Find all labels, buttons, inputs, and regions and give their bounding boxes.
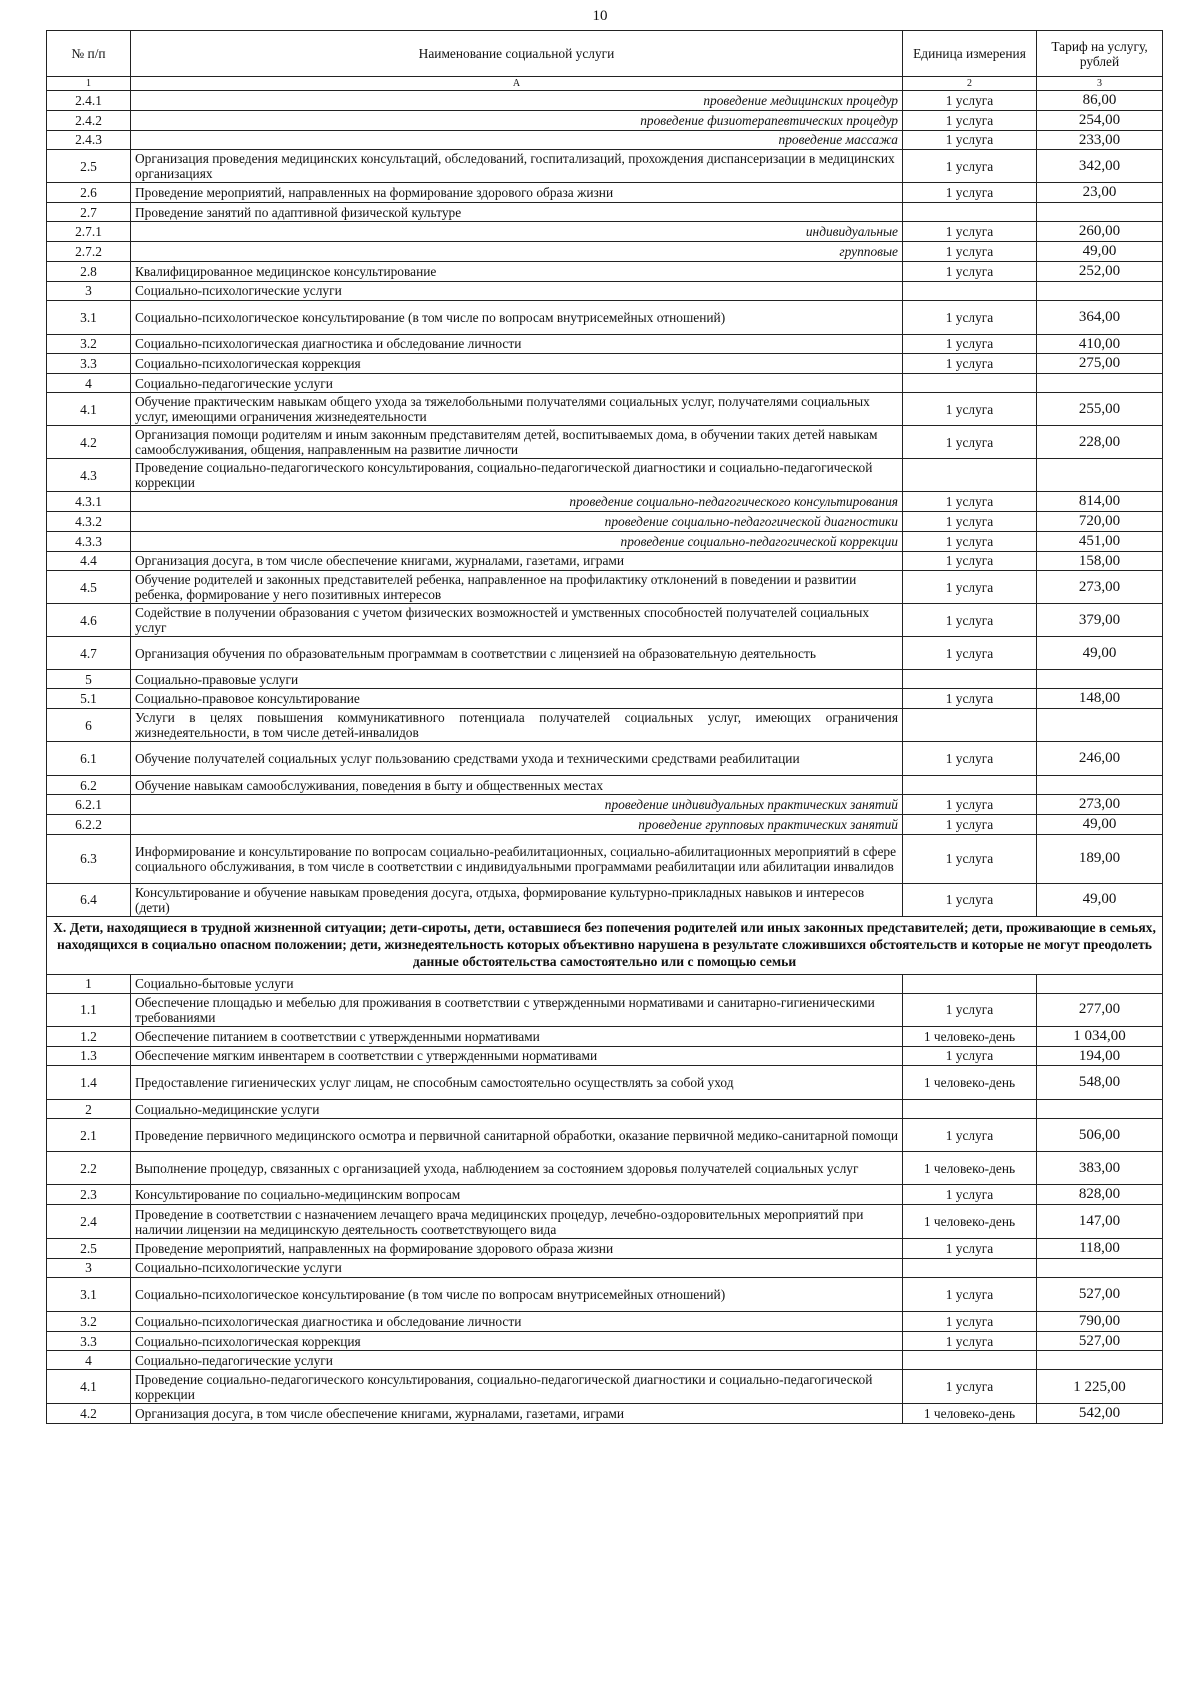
service-name: Проведение социально-педагогического консультирования, социально-педагогической диагностики и социально-педагогической коррекции [131, 1370, 903, 1404]
section-x-body [47, 916, 1163, 974]
service-name: Социально-психологическая коррекция [131, 354, 903, 374]
table-row [47, 222, 1163, 242]
unit-of-measure: 1 услуга [903, 742, 1037, 776]
row-number: 3.1 [47, 1277, 131, 1311]
row-number: 2.3 [47, 1185, 131, 1205]
tariff-value: 542,00 [1037, 1404, 1163, 1424]
row-number: 2.4.2 [47, 110, 131, 130]
row-number: 2.7.1 [47, 222, 131, 242]
table-body-part-b [47, 974, 1163, 1424]
row-number: 2.4 [47, 1205, 131, 1239]
table-row [47, 974, 1163, 993]
row-number: 6 [47, 709, 131, 742]
tariff-value: 148,00 [1037, 689, 1163, 709]
unit-of-measure [903, 974, 1037, 993]
table-row [47, 834, 1163, 883]
table-row [47, 604, 1163, 637]
unit-of-measure: 1 услуга [903, 814, 1037, 834]
unit-of-measure: 1 услуга [903, 1277, 1037, 1311]
tariff-value [1037, 670, 1163, 689]
row-number: 4.7 [47, 637, 131, 670]
service-name: проведение групповых практических занятий [131, 814, 903, 834]
tariff-value: 814,00 [1037, 492, 1163, 512]
table-header-index-row [47, 77, 1163, 91]
table-row [47, 300, 1163, 334]
unit-of-measure [903, 203, 1037, 222]
table-row [47, 709, 1163, 742]
unit-of-measure: 1 человеко-день [903, 1066, 1037, 1100]
tariff-value: 49,00 [1037, 637, 1163, 670]
row-number: 4 [47, 374, 131, 393]
row-number: 1 [47, 974, 131, 993]
tariff-value: 158,00 [1037, 551, 1163, 571]
unit-of-measure: 1 услуга [903, 300, 1037, 334]
unit-of-measure: 1 услуга [903, 150, 1037, 183]
tariff-value: 527,00 [1037, 1331, 1163, 1351]
service-name: Обучение навыкам самообслуживания, поведения в быту и общественных местах [131, 776, 903, 795]
service-name: Квалифицированное медицинское консультирование [131, 261, 903, 281]
unit-of-measure: 1 услуга [903, 110, 1037, 130]
row-number: 4.3.2 [47, 511, 131, 531]
tariff-value: 379,00 [1037, 604, 1163, 637]
unit-of-measure: 1 человеко-день [903, 1404, 1037, 1424]
row-number: 4.2 [47, 1404, 131, 1424]
table-row [47, 670, 1163, 689]
unit-of-measure: 1 услуга [903, 130, 1037, 150]
unit-of-measure: 1 человеко-день [903, 1026, 1037, 1046]
row-number: 2.6 [47, 183, 131, 203]
unit-of-measure: 1 услуга [903, 91, 1037, 111]
row-number: 2.8 [47, 261, 131, 281]
service-name: Проведение мероприятий, направленных на формирование здорового образа жизни [131, 1239, 903, 1259]
row-number: 4.3 [47, 459, 131, 492]
table-row [47, 1258, 1163, 1277]
tariff-value: 147,00 [1037, 1205, 1163, 1239]
tariff-value: 410,00 [1037, 334, 1163, 354]
service-name: Организация помощи родителям и иным законным представителям детей, воспитываемых дома, в обучении таких детей навыкам самообслуживания, общения, направленным на развитие личности [131, 426, 903, 459]
tariff-value: 189,00 [1037, 834, 1163, 883]
unit-of-measure: 1 услуга [903, 511, 1037, 531]
unit-of-measure: 1 человеко-день [903, 1205, 1037, 1239]
row-number: 5 [47, 670, 131, 689]
row-number: 1.2 [47, 1026, 131, 1046]
unit-of-measure: 1 услуга [903, 571, 1037, 604]
tariff-value: 1 034,00 [1037, 1026, 1163, 1046]
service-name: проведение индивидуальных практических занятий [131, 795, 903, 815]
service-name: проведение медицинских процедур [131, 91, 903, 111]
tariff-value: 277,00 [1037, 993, 1163, 1026]
header-num: № п/п [47, 31, 131, 77]
service-name: Проведение социально-педагогического консультирования, социально-педагогической диагностики и социально-педагогической коррекции [131, 459, 903, 492]
row-number: 4.4 [47, 551, 131, 571]
row-number: 4.3.3 [47, 531, 131, 551]
unit-of-measure: 1 услуга [903, 1185, 1037, 1205]
row-number: 4.6 [47, 604, 131, 637]
row-number: 3.2 [47, 334, 131, 354]
service-name: проведение социально-педагогической диагностики [131, 511, 903, 531]
table-row [47, 241, 1163, 261]
header-tariff: Тариф на услугу, рублей [1037, 31, 1163, 77]
service-name: Информирование и консультирование по вопросам социально-реабилитационных, социально-абилитационных мероприятий в сфере социального обслуживания, в том числе в соответствии с индивидуальными программами реабилитации или абилитации инвалидов [131, 834, 903, 883]
unit-of-measure: 1 услуга [903, 604, 1037, 637]
row-number: 2.5 [47, 150, 131, 183]
service-name: Социально-психологические услуги [131, 1258, 903, 1277]
unit-of-measure: 1 услуга [903, 795, 1037, 815]
tariff-value [1037, 281, 1163, 300]
unit-of-measure [903, 670, 1037, 689]
row-number: 6.1 [47, 742, 131, 776]
service-name: Проведение мероприятий, направленных на формирование здорового образа жизни [131, 183, 903, 203]
tariff-value: 451,00 [1037, 531, 1163, 551]
table-row [47, 993, 1163, 1026]
table-row [47, 130, 1163, 150]
table-row [47, 1066, 1163, 1100]
tariff-value: 49,00 [1037, 883, 1163, 916]
table-row [47, 91, 1163, 111]
service-name: проведение массажа [131, 130, 903, 150]
service-name: Обучение получателей социальных услуг пользованию средствами ухода и техническими средствами реабилитации [131, 742, 903, 776]
tariff-value [1037, 1258, 1163, 1277]
table-row [47, 492, 1163, 512]
service-name: Социально-психологическая диагностика и обследование личности [131, 334, 903, 354]
unit-of-measure: 1 услуга [903, 883, 1037, 916]
row-number: 1.4 [47, 1066, 131, 1100]
table-row [47, 459, 1163, 492]
table-row [47, 689, 1163, 709]
tariff-value [1037, 709, 1163, 742]
unit-of-measure [903, 281, 1037, 300]
unit-of-measure: 1 услуга [903, 426, 1037, 459]
table-row [47, 1046, 1163, 1066]
row-number: 6.2 [47, 776, 131, 795]
row-number: 2.7 [47, 203, 131, 222]
unit-of-measure [903, 709, 1037, 742]
row-number: 1.3 [47, 1046, 131, 1066]
header-index-name: А [131, 77, 903, 91]
service-name: проведение физиотерапевтических процедур [131, 110, 903, 130]
tariff-value [1037, 1351, 1163, 1370]
tariff-value: 506,00 [1037, 1119, 1163, 1152]
header-index-tariff: 3 [1037, 77, 1163, 91]
tariff-value: 254,00 [1037, 110, 1163, 130]
table-row [47, 1404, 1163, 1424]
table-row [47, 150, 1163, 183]
row-number: 4.1 [47, 1370, 131, 1404]
tariff-value: 86,00 [1037, 91, 1163, 111]
table-row [47, 203, 1163, 222]
service-name: Социально-педагогические услуги [131, 1351, 903, 1370]
unit-of-measure: 1 услуга [903, 183, 1037, 203]
table-header-row [47, 31, 1163, 77]
service-name: Социально-психологическое консультирование (в том числе по вопросам внутрисемейных отношений) [131, 1277, 903, 1311]
table-row [47, 374, 1163, 393]
service-name: индивидуальные [131, 222, 903, 242]
row-number: 3.2 [47, 1311, 131, 1331]
table-body-part-a [47, 91, 1163, 917]
table-row [47, 571, 1163, 604]
unit-of-measure: 1 услуга [903, 689, 1037, 709]
section-x-row [47, 916, 1163, 974]
table-row [47, 393, 1163, 426]
service-name: Консультирование и обучение навыкам проведения досуга, отдыха, формирование культурно-прикладных навыков и интересов (дети) [131, 883, 903, 916]
table-row [47, 281, 1163, 300]
tariff-value: 828,00 [1037, 1185, 1163, 1205]
tariff-value: 246,00 [1037, 742, 1163, 776]
table-row [47, 1331, 1163, 1351]
row-number: 4.1 [47, 393, 131, 426]
row-number: 4.5 [47, 571, 131, 604]
service-name: Социально-бытовые услуги [131, 974, 903, 993]
table-row [47, 742, 1163, 776]
tariff-value: 720,00 [1037, 511, 1163, 531]
tariff-value: 233,00 [1037, 130, 1163, 150]
service-name: Предоставление гигиенических услуг лицам, не способным самостоятельно осуществлять за собой уход [131, 1066, 903, 1100]
service-name: Выполнение процедур, связанных с организацией ухода, наблюдением за состоянием здоровья получателей социальных услуг [131, 1152, 903, 1185]
unit-of-measure: 1 человеко-день [903, 1152, 1037, 1185]
table-row [47, 426, 1163, 459]
unit-of-measure [903, 1100, 1037, 1119]
table-row [47, 354, 1163, 374]
service-name: Консультирование по социально-медицинским вопросам [131, 1185, 903, 1205]
table-row [47, 551, 1163, 571]
table-row [47, 183, 1163, 203]
tariff-value: 252,00 [1037, 261, 1163, 281]
service-name: Социально-психологическая коррекция [131, 1331, 903, 1351]
row-number: 2.7.2 [47, 241, 131, 261]
service-name: Социально-правовое консультирование [131, 689, 903, 709]
unit-of-measure: 1 услуга [903, 551, 1037, 571]
service-name: Услуги в целях повышения коммуникативного потенциала получателей социальных услуг, имеющих ограничения жизнедеятельности, в том числе детей-инвалидов [131, 709, 903, 742]
table-row [47, 1119, 1163, 1152]
table-row [47, 795, 1163, 815]
table-row [47, 1205, 1163, 1239]
unit-of-measure: 1 услуга [903, 1046, 1037, 1066]
tariff-value: 383,00 [1037, 1152, 1163, 1185]
tariff-value [1037, 459, 1163, 492]
tariff-value: 273,00 [1037, 795, 1163, 815]
unit-of-measure: 1 услуга [903, 1119, 1037, 1152]
tariff-value: 1 225,00 [1037, 1370, 1163, 1404]
row-number: 6.3 [47, 834, 131, 883]
table-row [47, 1370, 1163, 1404]
service-name: Социально-психологическая диагностика и обследование личности [131, 1311, 903, 1331]
row-number: 2.2 [47, 1152, 131, 1185]
row-number: 2.5 [47, 1239, 131, 1259]
row-number: 3.3 [47, 354, 131, 374]
header-name: Наименование социальной услуги [131, 31, 903, 77]
row-number: 3.3 [47, 1331, 131, 1351]
tariff-value: 275,00 [1037, 354, 1163, 374]
service-name: Содействие в получении образования с учетом физических возможностей и умственных способностей получателей социальных услуг [131, 604, 903, 637]
service-name: Социально-медицинские услуги [131, 1100, 903, 1119]
header-index-unit: 2 [903, 77, 1037, 91]
tariff-value: 364,00 [1037, 300, 1163, 334]
row-number: 3 [47, 1258, 131, 1277]
unit-of-measure: 1 услуга [903, 354, 1037, 374]
service-name: Социально-правовые услуги [131, 670, 903, 689]
table-row [47, 334, 1163, 354]
tariff-value: 228,00 [1037, 426, 1163, 459]
table-row [47, 110, 1163, 130]
tariff-table [46, 30, 1163, 1424]
row-number: 2.1 [47, 1119, 131, 1152]
service-name: проведение социально-педагогической коррекции [131, 531, 903, 551]
unit-of-measure: 1 услуга [903, 993, 1037, 1026]
unit-of-measure [903, 374, 1037, 393]
tariff-value: 790,00 [1037, 1311, 1163, 1331]
unit-of-measure [903, 459, 1037, 492]
unit-of-measure: 1 услуга [903, 834, 1037, 883]
tariff-value: 342,00 [1037, 150, 1163, 183]
table-row [47, 261, 1163, 281]
service-name: Обеспечение площадью и мебелью для проживания в соответствии с утвержденными нормативами и санитарно-гигиеническими требованиями [131, 993, 903, 1026]
service-name: Организация проведения медицинских консультаций, обследований, госпитализаций, прохождения диспансеризации в медицинских организациях [131, 150, 903, 183]
table-row [47, 1351, 1163, 1370]
service-name: Социально-психологические услуги [131, 281, 903, 300]
row-number: 3.1 [47, 300, 131, 334]
row-number: 4.3.1 [47, 492, 131, 512]
section-x-title: X. Дети, находящиеся в трудной жизненной ситуации; дети-сироты, дети, оставшиеся без попечения родителей или иных законных представителей; дети, проживающие в семьях, находящихся в социально опасном положении; дети, жизнедеятельность которых объективно нарушена в результате сложившихся обстоятельств и которые не могут преодолеть данные обстоятельства самостоятельно или с помощью семьи [47, 916, 1163, 974]
unit-of-measure: 1 услуга [903, 222, 1037, 242]
unit-of-measure: 1 услуга [903, 637, 1037, 670]
table-row [47, 637, 1163, 670]
service-name: Организация обучения по образовательным программам в соответствии с лицензией на образовательную деятельность [131, 637, 903, 670]
service-name: Обучение практическим навыкам общего ухода за тяжелобольными получателями социальных услуг, получателями социальных услуг, имеющими ограничения жизнедеятельности [131, 393, 903, 426]
unit-of-measure [903, 1351, 1037, 1370]
unit-of-measure: 1 услуга [903, 393, 1037, 426]
unit-of-measure: 1 услуга [903, 261, 1037, 281]
tariff-value [1037, 974, 1163, 993]
service-name: Социально-педагогические услуги [131, 374, 903, 393]
service-name: Социально-психологическое консультирование (в том числе по вопросам внутрисемейных отношений) [131, 300, 903, 334]
table-row [47, 511, 1163, 531]
tariff-value: 23,00 [1037, 183, 1163, 203]
table-row [47, 776, 1163, 795]
service-name: Обеспечение питанием в соответствии с утвержденными нормативами [131, 1026, 903, 1046]
page-number: 10 [592, 8, 608, 24]
row-number: 2.4.3 [47, 130, 131, 150]
table-row [47, 1311, 1163, 1331]
tariff-value: 255,00 [1037, 393, 1163, 426]
unit-of-measure: 1 услуга [903, 531, 1037, 551]
row-number: 6.2.2 [47, 814, 131, 834]
row-number: 6.2.1 [47, 795, 131, 815]
unit-of-measure: 1 услуга [903, 1311, 1037, 1331]
tariff-value: 548,00 [1037, 1066, 1163, 1100]
table-row [47, 1152, 1163, 1185]
table-row [47, 1185, 1163, 1205]
row-number: 4.2 [47, 426, 131, 459]
unit-of-measure: 1 услуга [903, 492, 1037, 512]
unit-of-measure: 1 услуга [903, 1239, 1037, 1259]
tariff-value [1037, 374, 1163, 393]
row-number: 5.1 [47, 689, 131, 709]
service-name: Проведение занятий по адаптивной физической культуре [131, 203, 903, 222]
tariff-value: 194,00 [1037, 1046, 1163, 1066]
row-number: 3 [47, 281, 131, 300]
row-number: 1.1 [47, 993, 131, 1026]
header-unit: Единица измерения [903, 31, 1037, 77]
tariff-value [1037, 1100, 1163, 1119]
table-row [47, 883, 1163, 916]
tariff-value: 260,00 [1037, 222, 1163, 242]
table-row [47, 1277, 1163, 1311]
service-name: Проведение в соответствии с назначением лечащего врача медицинских процедур, лечебно-оздоровительных мероприятий при наличии лицензии на медицинскую деятельность соответствующего вида [131, 1205, 903, 1239]
service-name: Обеспечение мягким инвентарем в соответствии с утвержденными нормативами [131, 1046, 903, 1066]
unit-of-measure: 1 услуга [903, 241, 1037, 261]
table-row [47, 1239, 1163, 1259]
unit-of-measure [903, 1258, 1037, 1277]
service-name: Организация досуга, в том числе обеспечение книгами, журналами, газетами, играми [131, 551, 903, 571]
service-name: Проведение первичного медицинского осмотра и первичной санитарной обработки, оказание первичной медико-санитарной помощи [131, 1119, 903, 1152]
tariff-value: 49,00 [1037, 241, 1163, 261]
tariff-value: 527,00 [1037, 1277, 1163, 1311]
row-number: 2.4.1 [47, 91, 131, 111]
tariff-value [1037, 203, 1163, 222]
header-index-num: 1 [47, 77, 131, 91]
service-name: Обучение родителей и законных представителей ребенка, направленное на профилактику отклонений в поведении и развитии ребенка, формирование у него позитивных интересов [131, 571, 903, 604]
tariff-value [1037, 776, 1163, 795]
tariff-value: 49,00 [1037, 814, 1163, 834]
unit-of-measure [903, 776, 1037, 795]
unit-of-measure: 1 услуга [903, 1331, 1037, 1351]
service-name: проведение социально-педагогического консультирования [131, 492, 903, 512]
table-row [47, 531, 1163, 551]
tariff-value: 273,00 [1037, 571, 1163, 604]
service-name: Организация досуга, в том числе обеспечение книгами, журналами, газетами, играми [131, 1404, 903, 1424]
row-number: 2 [47, 1100, 131, 1119]
service-name: групповые [131, 241, 903, 261]
row-number: 6.4 [47, 883, 131, 916]
table-row [47, 1026, 1163, 1046]
table-row [47, 814, 1163, 834]
tariff-value: 118,00 [1037, 1239, 1163, 1259]
unit-of-measure: 1 услуга [903, 1370, 1037, 1404]
unit-of-measure: 1 услуга [903, 334, 1037, 354]
row-number: 4 [47, 1351, 131, 1370]
table-row [47, 1100, 1163, 1119]
